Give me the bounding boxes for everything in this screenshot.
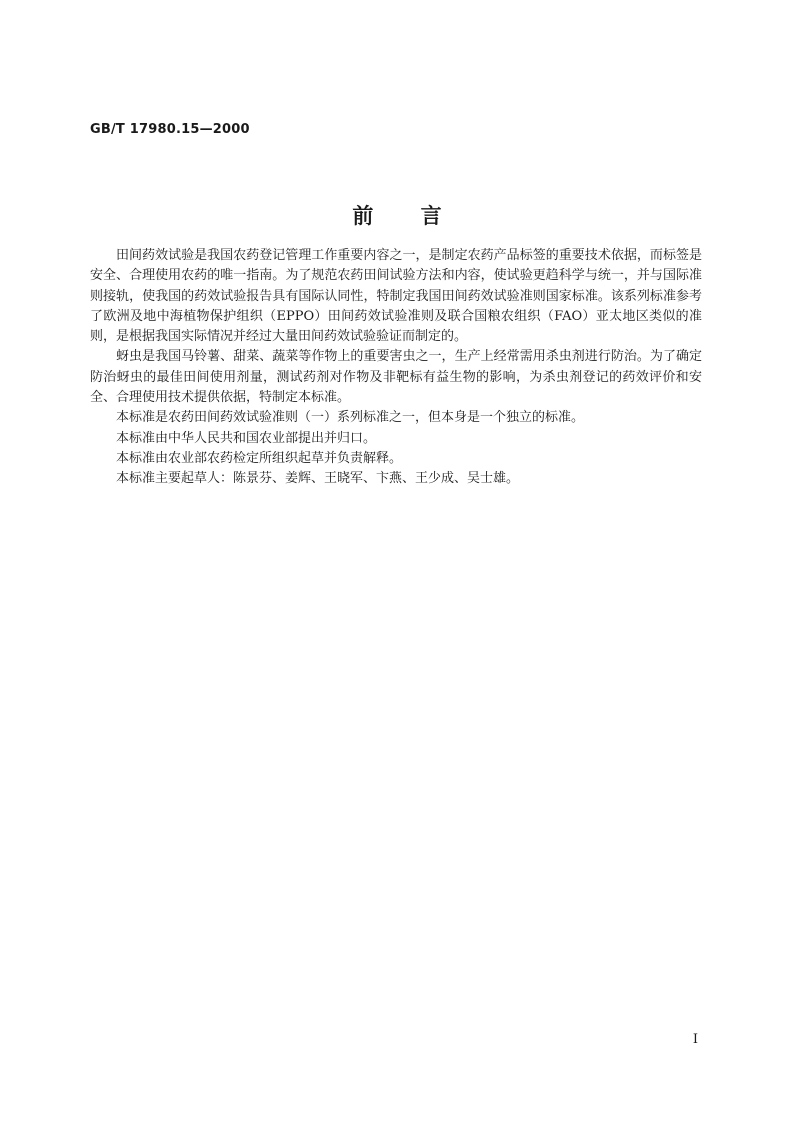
paragraph: 本标准主要起草人：陈景芬、姜辉、王晓军、卞燕、王少成、吴士雄。 (116, 471, 520, 487)
page-title: 前 言 (352, 204, 442, 228)
paragraph: 本标准是农药田间药效试验准则（一）系列标准之一，但本身是一个独立的标准。 (116, 410, 585, 426)
paragraph: 本标准由中华人民共和国农业部提出并归口。 (116, 430, 377, 446)
standard-code: GB/T 17980.15—2000 (90, 122, 250, 137)
foreword-body (90, 246, 702, 490)
paragraph: 本标准由农业部农药检定所组织起草并负责解释。 (116, 450, 403, 466)
paragraph: 田间药效试验是我国农药登记管理工作重要内容之一，是制定农药产品标签的重要技术依据，而标签是安全、合理使用农药的唯一指南。为了规范农药田间试验方法和内容，使试验更趋科学与统一，并与国际准则接轨，使我国的药效试验报告具有国际认同性，特制定我国田间药效试验准则国家标准。该系列标准参考了欧洲及地中海植物保护组织（EPPO）田间药效试验准则及联合国粮农组织（FAO）亚太地区类似的准则，是根据我国实际情况并经过大量田间药效试验验证而制定的。 (90, 248, 702, 345)
paragraph: 蚜虫是我国马铃薯、甜菜、蔬菜等作物上的重要害虫之一，生产上经常需用杀虫剂进行防治。为了确定防治蚜虫的最佳田间使用剂量，测试药剂对作物及非靶标有益生物的影响，为杀虫剂登记的药效评价和安全、合理使用技术提供依据，特制定本标准。 (90, 349, 702, 406)
page-number: I (692, 1032, 698, 1047)
